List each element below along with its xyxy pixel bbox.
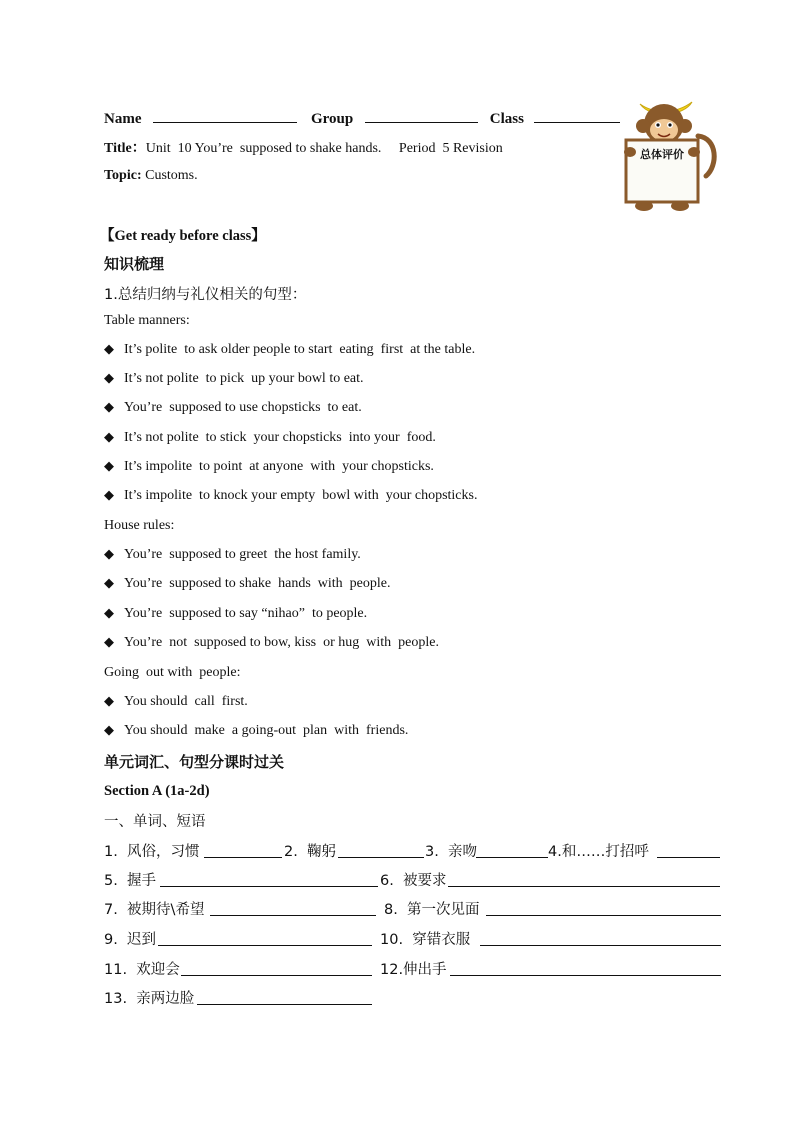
vocab-item: 12.伸出手 [380,962,447,978]
diamond-bullet-icon: ◆ [104,459,114,474]
vocab-item: 4.和……打招呼 [548,844,649,860]
diamond-bullet-icon: ◆ [104,430,114,445]
answer-blank[interactable] [160,886,378,887]
list-item: ◆ You should call first. [104,694,248,709]
topic-text: Customs. [145,168,198,183]
vocab-item: 3. 亲吻 [425,844,478,860]
name-label: Name [104,111,142,127]
title-line [104,137,503,157]
topic-line [104,168,198,184]
header-fields [104,108,614,128]
list-item: ◆ It’s impolite to knock your empty bowl with your chopsticks. [104,488,478,503]
answer-blank[interactable] [476,857,548,858]
title-label: Title： [104,141,146,156]
diamond-bullet-icon: ◆ [104,694,114,709]
group-label: Table manners: [104,313,190,328]
diamond-bullet-icon: ◆ [104,488,114,503]
answer-blank[interactable] [204,857,282,858]
monkey-holding-sign-icon [614,96,720,214]
unit-heading: 单元词汇、句型分课时过关 [104,753,285,771]
vocab-row [104,869,721,891]
vocab-item: 2. 鞠躬 [284,844,337,860]
answer-blank[interactable] [450,975,721,976]
list-item: ◆ You’re supposed to say “nihao” to people. [104,606,368,621]
knowledge-heading: 知识梳理 [104,255,165,273]
list-item: ◆ You should make a going-out plan with friends. [104,723,409,738]
vocab-item: 8. 第一次见面 [384,902,480,918]
name-field[interactable] [153,108,297,123]
vocab-item: 6. 被要求 [380,873,447,889]
answer-blank[interactable] [448,886,720,887]
group-field[interactable] [365,108,478,123]
vocab-item: 9. 迟到 [104,932,157,948]
vocab-item: 5. 握手 [104,873,157,889]
list-item: ◆ You’re not supposed to bow, kiss or hug with people. [104,635,439,650]
vocab-item: 1. 风俗，习惯 [104,844,200,860]
diamond-bullet-icon: ◆ [104,547,114,562]
list-item: ◆ You’re supposed to use chopsticks to eat. [104,400,362,415]
answer-blank[interactable] [197,1004,372,1005]
answer-blank[interactable] [480,945,721,946]
vocab-row [104,840,721,862]
vocab-row [104,898,721,920]
vocab-row [104,987,721,1009]
list-item: ◆ It’s polite to ask older people to start eating first at the table. [104,342,476,357]
group-label: Going out with people: [104,665,241,680]
diamond-bullet-icon: ◆ [104,723,114,738]
vocab-item: 13. 亲两边脸 [104,991,195,1007]
answer-blank[interactable] [338,857,424,858]
vocab-item: 10. 穿错衣服 [380,932,471,948]
vocab-item: 11. 欢迎会 [104,962,180,978]
badge-text: 总体评价 [640,148,684,161]
list-item: ◆ It’s not polite to pick up your bowl to eat. [104,371,364,386]
diamond-bullet-icon: ◆ [104,400,114,415]
diamond-bullet-icon: ◆ [104,635,114,650]
ready-heading: 【Get ready before class】 [100,228,266,244]
answer-blank[interactable] [181,975,372,976]
group-label: Group [311,111,354,127]
answer-blank[interactable] [210,915,376,916]
vocab-heading: 一、单词、短语 [104,814,206,830]
class-label: Class [489,111,524,127]
list-item: ◆ You’re supposed to greet the host family. [104,547,361,562]
group-label: House rules: [104,518,175,533]
list-item: ◆ It’s not polite to stick your chopsticks into your food. [104,430,436,445]
vocab-item: 7. 被期待\希望 [104,902,205,918]
diamond-bullet-icon: ◆ [104,576,114,591]
answer-blank[interactable] [657,857,720,858]
answer-blank[interactable] [486,915,721,916]
class-field[interactable] [534,108,620,123]
diamond-bullet-icon: ◆ [104,371,114,386]
summary-intro: 1.总结归纳与礼仪相关的句型： [104,287,307,303]
list-item: ◆ You’re supposed to shake hands with people. [104,576,391,591]
diamond-bullet-icon: ◆ [104,342,114,357]
vocab-row [104,958,721,980]
list-item: ◆ It’s impolite to point at anyone with your chopsticks. [104,459,434,474]
vocab-row [104,928,721,950]
answer-blank[interactable] [158,945,372,946]
title-text: Unit 10 You’re supposed to shake hands. Period 5 Revision [145,141,503,156]
section-heading: Section A (1a-2d) [104,783,210,799]
diamond-bullet-icon: ◆ [104,606,114,621]
topic-label: Topic: [104,168,142,183]
